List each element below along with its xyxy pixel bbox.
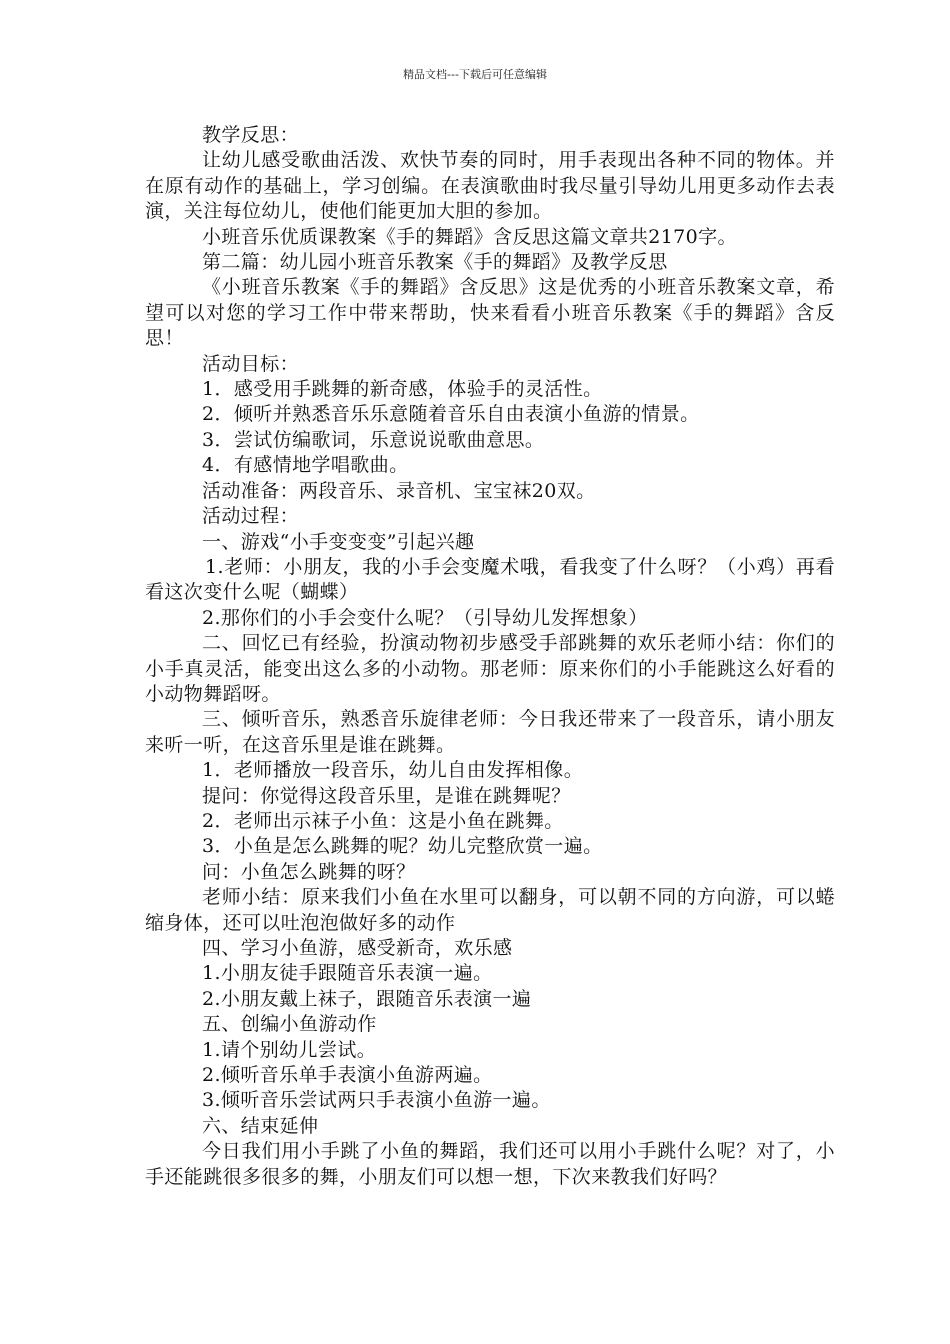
paragraph: 活动准备：两段音乐、录音机、宝宝袜20双。 (202, 479, 596, 502)
paragraph: 五、创编小鱼游动作 (202, 1013, 377, 1036)
paragraph: 四、学习小鱼游，感受新奇，欢乐感 (202, 937, 513, 959)
paragraph: 1.小朋友徒手跟随音乐表演一遍。 (202, 962, 493, 985)
paragraph: 1.请个别幼儿尝试。 (202, 1038, 377, 1061)
paragraph: 2.那你们的小手会变什么呢？（引导幼儿发挥想象） (202, 606, 648, 629)
page-header: 精品文档---下载后可任意编辑 (403, 68, 547, 81)
paragraph: 问：小鱼怎么跳舞的呀？ (202, 860, 416, 883)
paragraph: 让幼儿感受歌曲活泼、欢快节奏的同时，用手表现出各种不同的物体。并在原有动作的基础上，学习创编。在表演歌曲时我尽量引导幼儿用更多动作去表演，关注每位幼儿，使他们能更加大胆的参加。 (145, 149, 835, 223)
paragraph: 活动过程： (202, 505, 300, 528)
paragraph: 2.倾听音乐单手表演小鱼游两遍。 (202, 1064, 493, 1087)
paragraph: 老师小结：原来我们小鱼在水里可以翻身，可以朝不同的方向游，可以蜷缩身体，还可以吐泡泡做好多的动作 (145, 886, 835, 934)
paragraph: 活动目标： (202, 352, 300, 375)
paragraph: 《小班音乐教案《手的舞蹈》含反思》这是优秀的小班音乐教案文章，希望可以对您的学习工作中带来帮助，快来看看小班音乐教案《手的舞蹈》含反思！ (145, 276, 835, 350)
paragraph: 二、回忆已有经验，扮演动物初步感受手部跳舞的欢乐老师小结：你们的小手真灵活，能变出这么多的小动物。那老师：原来你们的小手能跳这么好看的小动物舞蹈呀。 (145, 632, 835, 705)
paragraph: 1．老师播放一段音乐，幼儿自由发挥相像。 (202, 759, 584, 782)
paragraph: 2．倾听并熟悉音乐乐意随着音乐自由表演小鱼游的情景。 (202, 403, 700, 426)
paragraph: 今日我们用小手跳了小鱼的舞蹈，我们还可以用小手跳什么呢？对了，小手还能跳很多很多的舞，小朋友们可以想一想，下次来教我们好吗？ (145, 1140, 835, 1188)
paragraph: 3．小鱼是怎么跳舞的呢？幼儿完整欣赏一遍。 (202, 835, 603, 858)
paragraph: 3．尝试仿编歌词，乐意说说歌曲意思。 (202, 428, 545, 451)
paragraph: 2.小朋友戴上袜子，跟随音乐表演一遍 (202, 987, 532, 1010)
paragraph: 一、游戏“小手变变变”引起兴趣 (202, 530, 475, 553)
paragraph: 2．老师出示袜子小鱼：这是小鱼在跳舞。 (202, 809, 564, 832)
paragraph: 教学反思： (202, 124, 300, 146)
paragraph: 六、结束延伸 (202, 1114, 319, 1137)
paragraph: 提问：你觉得这段音乐里，是谁在跳舞呢？ (202, 784, 571, 807)
paragraph: 4．有感情地学唱歌曲。 (202, 454, 409, 477)
paragraph: 小班音乐优质课教案《手的舞蹈》含反思这篇文章共2170字。 (202, 225, 737, 248)
paragraph: 1．感受用手跳舞的新奇感，体验手的灵活性。 (202, 378, 603, 401)
paragraph: 三、倾听音乐，熟悉音乐旋律老师：今日我还带来了一段音乐，请小朋友来听一听，在这音乐里是谁在跳舞。 (145, 708, 835, 756)
paragraph: 3.倾听音乐尝试两只手表演小鱼游一遍。 (202, 1089, 551, 1112)
document-body (145, 123, 835, 1190)
paragraph: 第二篇：幼儿园小班音乐教案《手的舞蹈》及教学反思 (202, 251, 668, 274)
paragraph: 1.老师：小朋友，我的小手会变魔术哦，看我变了什么呀？（小鸡）再看看这次变什么呢（蝴蝶） (145, 555, 835, 604)
